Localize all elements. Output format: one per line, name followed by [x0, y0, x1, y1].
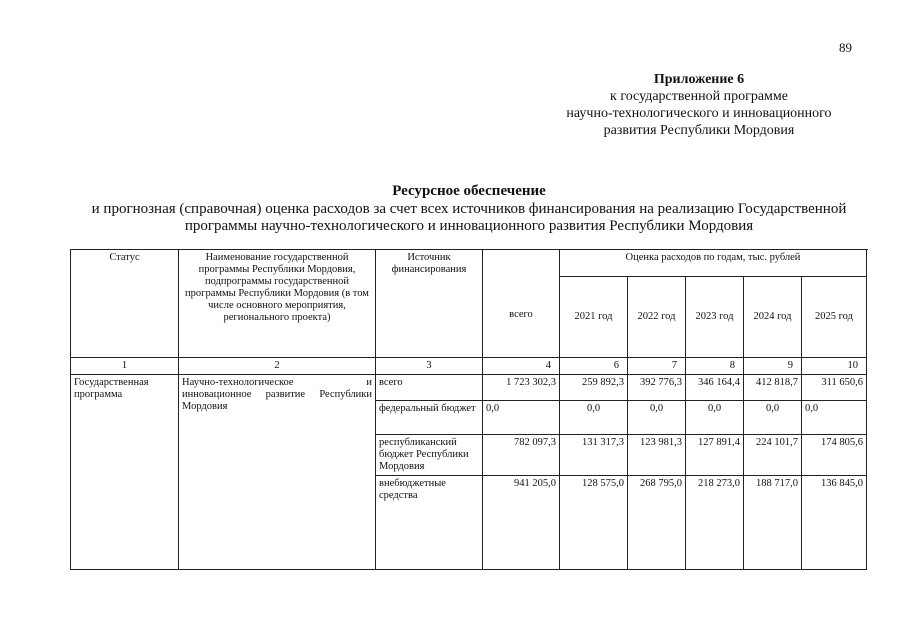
- column-number: 3: [376, 358, 483, 375]
- document-title-main: Ресурсное обеспечение: [392, 183, 546, 199]
- value-cell: 259 892,3: [560, 375, 628, 401]
- header-year-2024: 2024 год: [744, 277, 802, 358]
- value-cell: 0,0: [560, 401, 628, 435]
- appendix-header: [540, 71, 858, 139]
- budget-table: [70, 249, 867, 570]
- header-source: Источник финансирования: [376, 250, 483, 358]
- header-year-2023: 2023 год: [686, 277, 744, 358]
- document-title: [60, 183, 878, 236]
- source-cell: республиканский бюджет Республики Мордовия: [376, 435, 483, 476]
- value-cell: 346 164,4: [686, 375, 744, 401]
- value-cell: 392 776,3: [628, 375, 686, 401]
- value-cell: 218 273,0: [686, 476, 744, 570]
- value-cell: 0,0: [483, 401, 560, 435]
- value-cell: 136 845,0: [802, 476, 867, 570]
- column-number: 9: [744, 358, 802, 375]
- header-year-2025: 2025 год: [802, 277, 867, 358]
- value-cell: 0,0: [744, 401, 802, 435]
- appendix-title: Приложение 6: [653, 72, 745, 87]
- value-cell: 131 317,3: [560, 435, 628, 476]
- column-number: 2: [179, 358, 376, 375]
- header-year-2021: 2021 год: [560, 277, 628, 358]
- column-number-row: [71, 358, 867, 375]
- value-cell: 1 723 302,3: [483, 375, 560, 401]
- column-number: 6: [560, 358, 628, 375]
- value-cell: 174 805,6: [802, 435, 867, 476]
- value-cell: 941 205,0: [483, 476, 560, 570]
- header-status: Статус: [71, 250, 179, 358]
- source-cell: внебюджетные средства: [376, 476, 483, 570]
- document-title-line: программы научно-технологического и инновационного развития Республики Мордовия: [184, 218, 754, 234]
- value-cell: 127 891,4: [686, 435, 744, 476]
- column-number: 8: [686, 358, 744, 375]
- status-cell: Государственная программа: [71, 375, 179, 570]
- header-total: всего: [483, 250, 560, 358]
- value-cell: 188 717,0: [744, 476, 802, 570]
- value-cell: 128 575,0: [560, 476, 628, 570]
- column-number: 4: [483, 358, 560, 375]
- column-number: 7: [628, 358, 686, 375]
- source-cell: федеральный бюджет: [376, 401, 483, 435]
- table-row: [71, 375, 867, 401]
- document-title-line: и прогнозная (справочная) оценка расходов за счет всех источников финансирования на реализацию Государственной: [91, 200, 847, 217]
- value-cell: 0,0: [628, 401, 686, 435]
- value-cell: 224 101,7: [744, 435, 802, 476]
- header-estimate: Оценка расходов по годам, тыс. рублей: [560, 250, 867, 277]
- header-name: Наименование государственной программы Республики Мордовия, подпрограммы государственной программы Республики Мордовия (в том числе основного мероприятия, регионального проекта): [179, 250, 376, 358]
- value-cell: 0,0: [686, 401, 744, 435]
- value-cell: 412 818,7: [744, 375, 802, 401]
- source-cell: всего: [376, 375, 483, 401]
- program-name-cell: Научно-технологическое и инновационное развитие Республики Мордовия: [179, 375, 376, 570]
- column-number: 10: [802, 358, 867, 375]
- value-cell: 123 981,3: [628, 435, 686, 476]
- value-cell: 0,0: [802, 401, 867, 435]
- column-number: 1: [71, 358, 179, 375]
- appendix-line: к государственной программе: [610, 89, 788, 104]
- appendix-line: развития Республики Мордовия: [603, 123, 795, 138]
- value-cell: 311 650,6: [802, 375, 867, 401]
- value-cell: 268 795,0: [628, 476, 686, 570]
- page-number: 89: [839, 40, 852, 55]
- value-cell: 782 097,3: [483, 435, 560, 476]
- header-year-2022: 2022 год: [628, 277, 686, 358]
- appendix-line: научно-технологического и инновационного: [566, 106, 832, 121]
